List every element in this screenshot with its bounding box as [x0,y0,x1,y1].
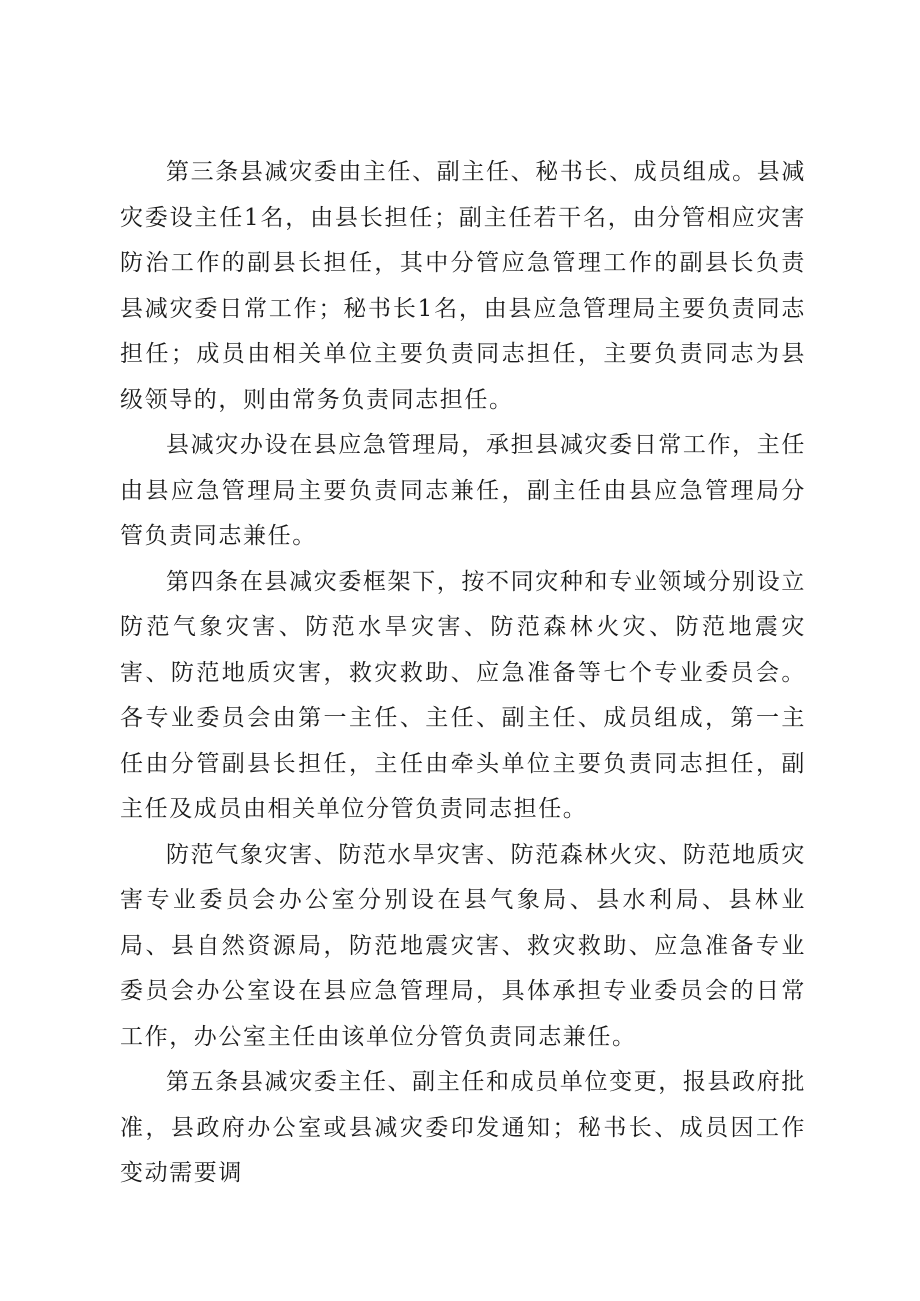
paragraph-committee-offices: 防范气象灾害、防范水旱灾害、防范森林火灾、防范地质灾害专业委员会办公室分别设在县气象局、县水利局、县林业局、县自然资源局，防范地震灾害、救灾救助、应急准备专业委员会办公室设在县应急管理局，具体承担专业委员会的日常工作，办公室主任由该单位分管负责同志兼任。 [120,841,806,1050]
paragraph-article-5: 第五条县减灾委主任、副主任和成员单位变更，报县政府批准，县政府办公室或县减灾委印发通知；秘书长、成员因工作变动需要调 [120,1069,806,1186]
document-body [120,150,806,1197]
paragraph-article-4: 第四条在县减灾委框架下，按不同灾种和专业领域分别设立防范气象灾害、防范水旱灾害、防范森林火灾、防范地震灾害、防范地质灾害，救灾救助、应急准备等七个专业委员会。各专业委员会由第一主任、主任、副主任、成员组成，第一主任由分管副县长担任，主任由牵头单位主要负责同志担任，副主任及成员由相关单位分管负责同志担任。 [120,568,806,822]
paragraph-article-3: 第三条县减灾委由主任、副主任、秘书长、成员组成。县减灾委设主任1名，由县长担任；副主任若干名，由分管相应灾害防治工作的副县长担任，其中分管应急管理工作的副县长负责县减灾委日常工作；秘书长1名，由县应急管理局主要负责同志担任；成员由相关单位主要负责同志担任，主要负责同志为县级领导的，则由常务负责同志担任。 [120,159,806,413]
paragraph-disaster-office: 县减灾办设在县应急管理局，承担县减灾委日常工作，主任由县应急管理局主要负责同志兼任，副主任由县应急管理局分管负责同志兼任。 [120,432,806,549]
